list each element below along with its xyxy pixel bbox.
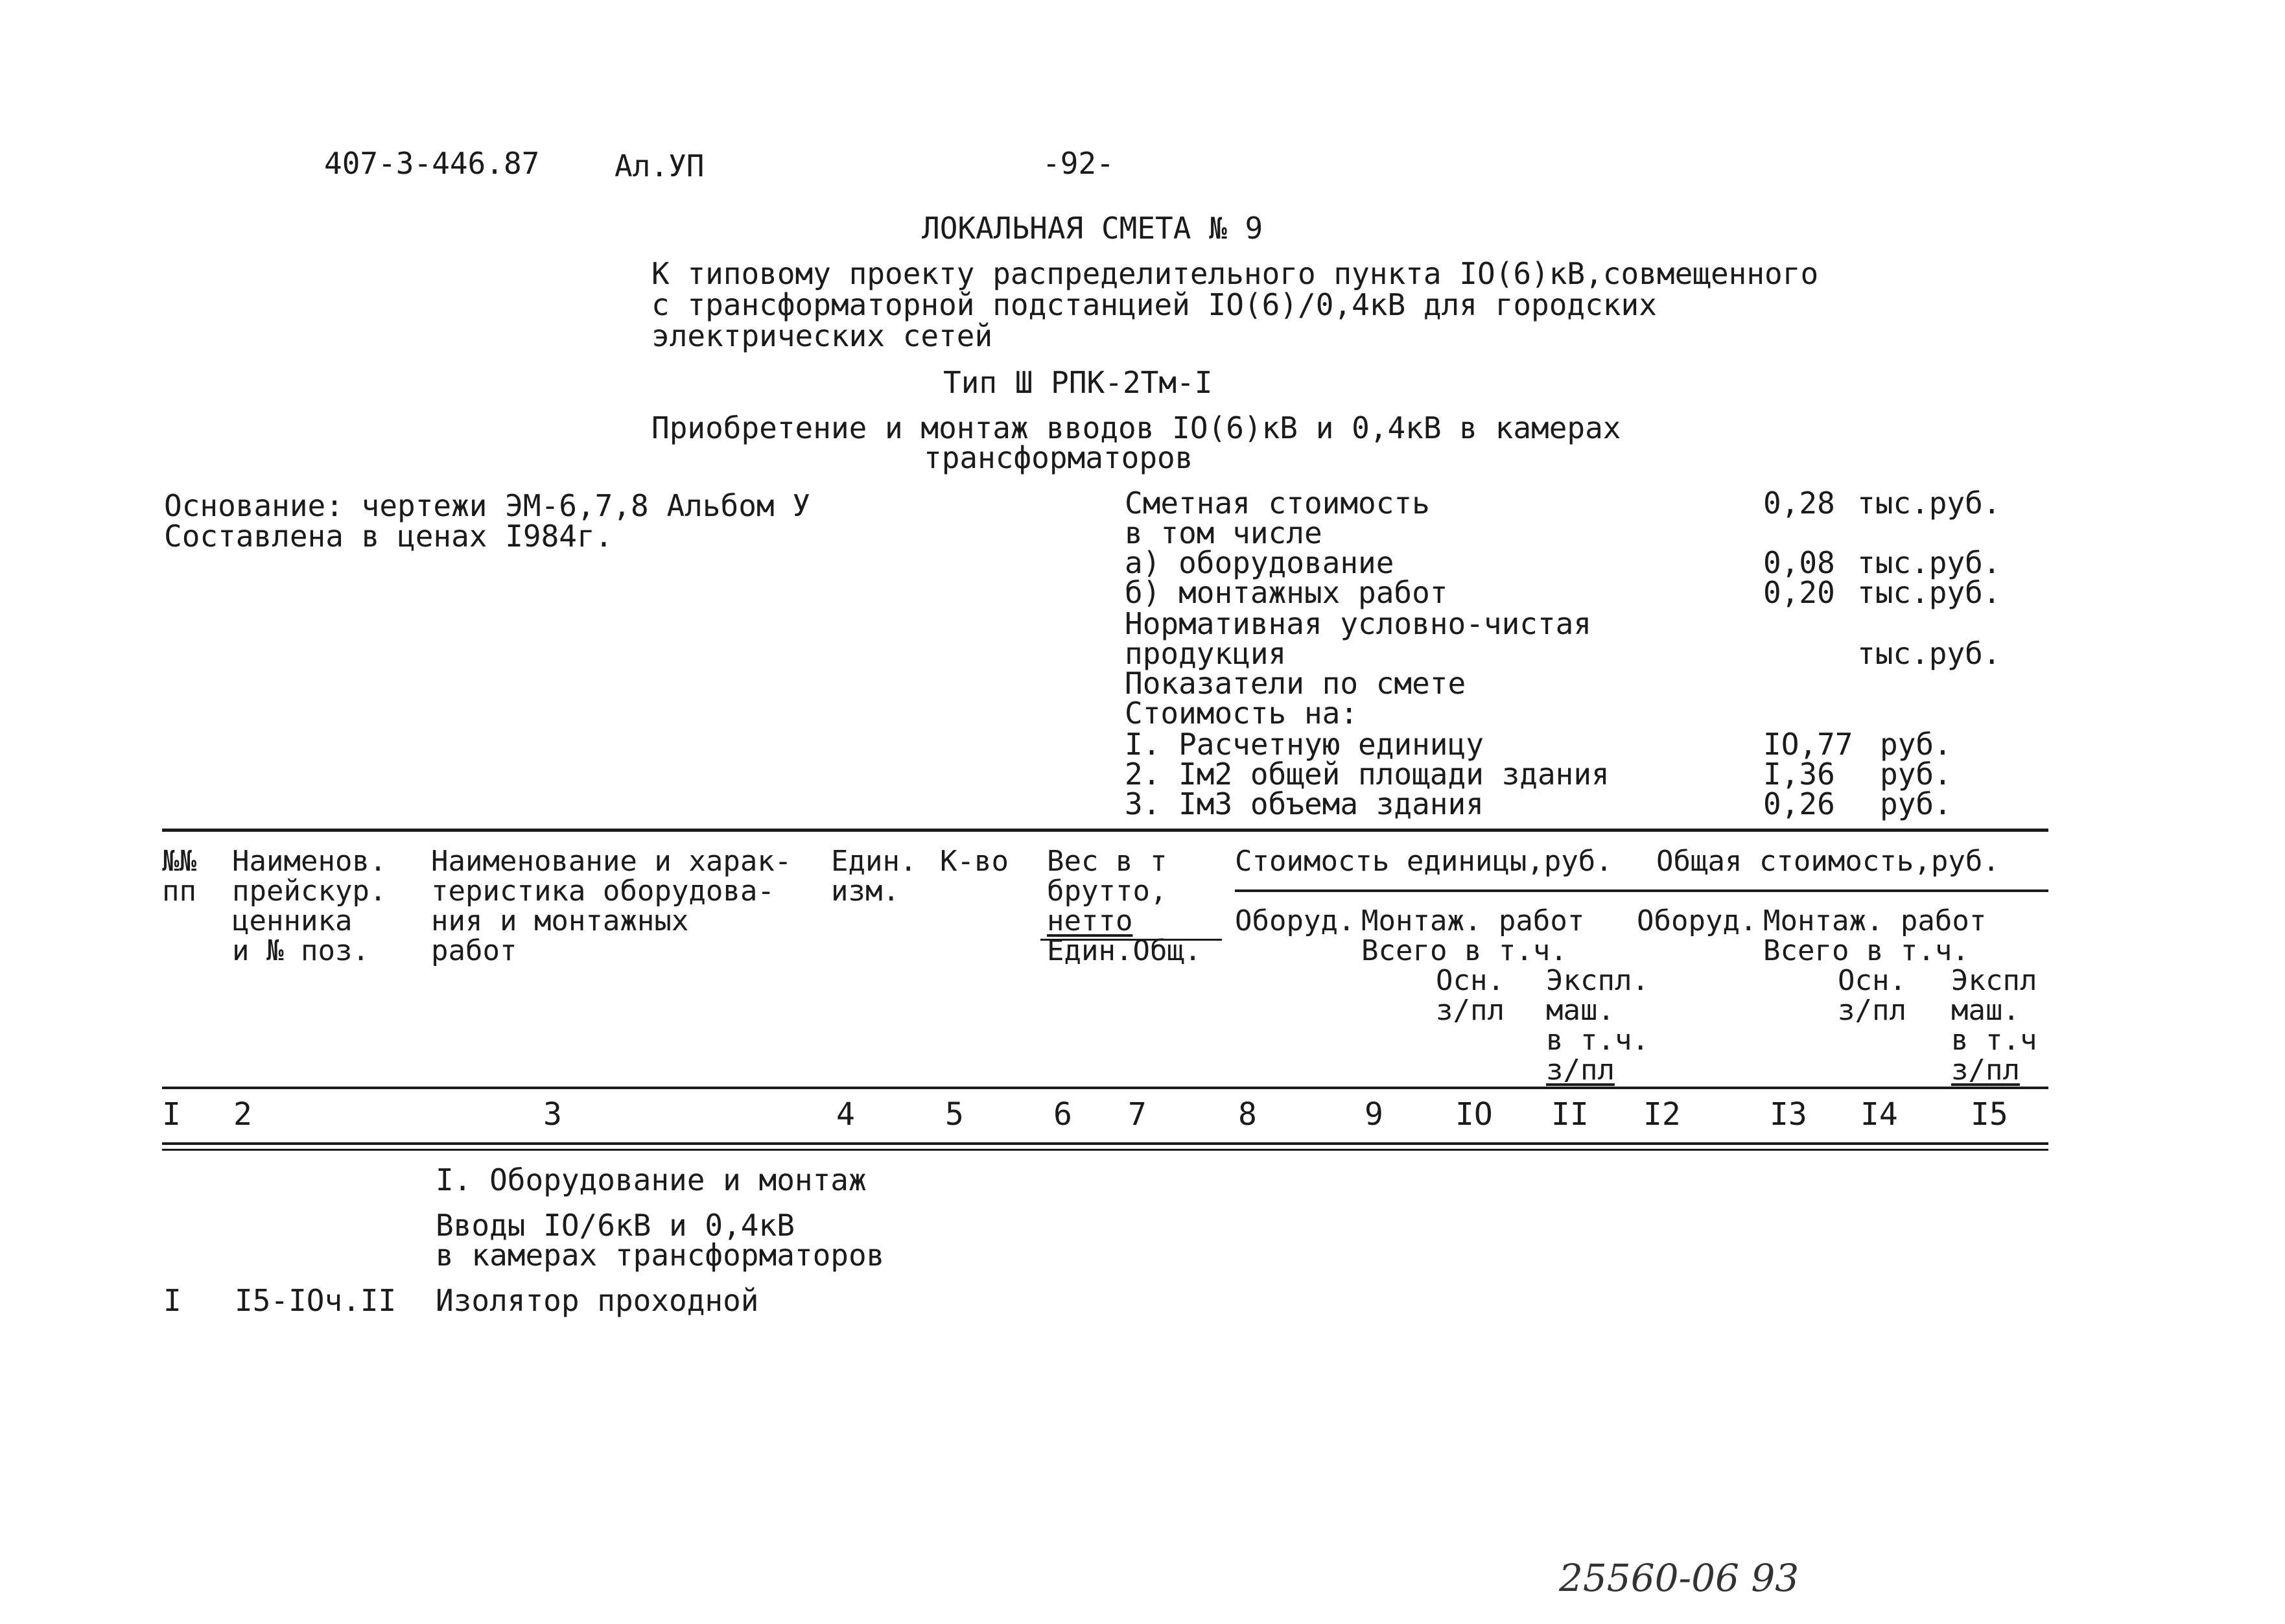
summary-label: 3. Iм3 объема здания (1125, 786, 1484, 821)
page-number: -92- (1042, 146, 1114, 181)
column-numbers-bottom-rule (162, 1149, 2048, 1151)
summary-label: 2. Iм2 общей площади здания (1125, 757, 1610, 792)
summary-value: 0,28 (1763, 486, 1835, 521)
equip-header: Оборуд. (1235, 904, 1355, 937)
column-number: 9 (1365, 1096, 1383, 1133)
total-cost-header: Общая стоимость,руб. (1656, 845, 2000, 878)
ekspl-header: Экспл. (1546, 964, 1649, 997)
column-number: II (1551, 1096, 1589, 1133)
document-title: ЛОКАЛЬНАЯ СМЕТА № 9 (922, 211, 1263, 246)
col6-header: брутто, (1047, 875, 1167, 908)
ekspl2-header: з/пл (1951, 1053, 2020, 1087)
column-number: 5 (945, 1096, 964, 1133)
col5-header: К-во (940, 845, 1009, 878)
col6-header: нетто (1047, 904, 1133, 937)
summary-value: 0,26 (1763, 786, 1835, 821)
col1-header: №№ (162, 845, 196, 878)
col4-header: изм. (831, 875, 900, 908)
row-price-ref: I5-IOч.II (235, 1283, 397, 1318)
osn-header: з/пл (1436, 994, 1505, 1027)
column-number: I3 (1770, 1096, 1807, 1133)
ekspl-header: маш. (1546, 994, 1615, 1027)
section-heading: I. Оборудование и монтаж (436, 1162, 867, 1197)
column-number: 6 (1053, 1096, 1072, 1133)
album-number: Ал.УП (615, 148, 705, 183)
col2-header: ценника (232, 904, 353, 937)
summary-label: а) оборудование (1125, 545, 1394, 580)
basis-line: Основание: чертежи ЭМ-6,7,8 Альбом У (164, 488, 810, 523)
summary-unit: руб. (1880, 786, 1952, 821)
col2-header: прейскур. (232, 875, 387, 908)
column-numbers-top-rule (162, 1142, 2048, 1145)
col2-header: Наименов. (232, 845, 387, 878)
summary-unit: тыс.руб. (1857, 545, 2001, 580)
osn2-header: Осн. (1838, 964, 1906, 997)
summary-value: I,36 (1763, 757, 1835, 792)
group-heading: Вводы IO/6кВ и 0,4кВ (436, 1208, 795, 1243)
cost-header-rule (1235, 889, 2048, 892)
work-title-line: трансформаторов (924, 440, 1193, 475)
col3-header: теристика оборудова- (431, 875, 775, 908)
mount-header: Монтаж. работ (1361, 904, 1585, 937)
row-name: Изолятор проходной (436, 1283, 759, 1318)
ekspl2-header: маш. (1951, 994, 2020, 1027)
column-number: IO (1455, 1096, 1493, 1133)
col1-header: пп (162, 875, 196, 908)
column-number: 2 (233, 1096, 252, 1133)
basis-line: Составлена в ценах I984г. (164, 519, 613, 554)
column-number: I5 (1971, 1096, 2008, 1133)
summary-value: 0,08 (1763, 545, 1835, 580)
total-in2-header: Всего в т.ч. (1763, 934, 1969, 967)
table-top-rule (162, 829, 2048, 832)
ekspl2-header: Экспл (1951, 964, 2037, 997)
summary-label: Сметная стоимость (1125, 486, 1430, 521)
summary-label: Стоимость на: (1125, 696, 1359, 731)
ekspl-header: з/пл (1546, 1053, 1615, 1087)
summary-label: Нормативная условно-чистая (1125, 606, 1592, 641)
summary-unit: тыс.руб. (1857, 636, 2001, 671)
col3-header: Наименование и харак- (431, 845, 792, 878)
col6-header: Вес в т (1047, 845, 1167, 878)
mount2-header: Монтаж. работ (1763, 904, 1987, 937)
col2-header: и № поз. (232, 934, 369, 967)
type-line: Тип Ш РПК-2Тм-I (943, 365, 1213, 400)
column-number: I4 (1860, 1096, 1898, 1133)
handwritten-archive-number: 25560-06 93 (1559, 1556, 1799, 1600)
summary-unit: руб. (1880, 727, 1952, 762)
work-title-line: Приобретение и монтаж вводов IO(6)кВ и 0,4кВ в камерах (651, 410, 1621, 445)
col6-header: Един.Общ. (1047, 934, 1202, 967)
osn2-header: з/пл (1838, 994, 1906, 1027)
column-number: 7 (1128, 1096, 1147, 1133)
summary-label: продукция (1125, 636, 1287, 671)
subtitle-line: К типовому проекту распределительного пункта IO(6)кВ,совмещенного (651, 256, 1819, 291)
ekspl-header: в т.ч. (1546, 1024, 1649, 1057)
summary-label: I. Расчетную единицу (1125, 727, 1484, 762)
col4-header: Един. (831, 845, 917, 878)
summary-value: IO,77 (1763, 727, 1853, 762)
osn-header: Осн. (1436, 964, 1505, 997)
subtitle-line: с трансформаторной подстанцией IO(6)/0,4кВ для городских (651, 287, 1657, 322)
summary-label: б) монтажных работ (1125, 575, 1448, 610)
summary-label: Показатели по смете (1125, 666, 1466, 701)
column-number: 3 (543, 1096, 562, 1133)
header-bottom-rule (162, 1087, 2048, 1089)
ekspl2-header: в т.ч (1951, 1024, 2037, 1057)
total-in-header: Всего в т.ч. (1361, 934, 1567, 967)
summary-value: 0,20 (1763, 575, 1835, 610)
column-number: I (162, 1096, 181, 1133)
column-number: 4 (836, 1096, 855, 1133)
equip2-header: Оборуд. (1637, 904, 1757, 937)
summary-unit: тыс.руб. (1857, 486, 2001, 521)
group-heading: в камерах трансформаторов (436, 1238, 885, 1273)
col3-header: ния и монтажных (431, 904, 689, 937)
summary-label: в том числе (1125, 515, 1322, 550)
column-number: 8 (1238, 1096, 1257, 1133)
col3-header: работ (431, 934, 517, 967)
subtitle-line: электрических сетей (651, 318, 993, 353)
column-number: I2 (1643, 1096, 1681, 1133)
doc-code: 407-3-446.87 (324, 146, 540, 181)
row-number: I (163, 1283, 182, 1318)
unit-cost-header: Стоимость единицы,руб. (1235, 845, 1613, 878)
summary-unit: руб. (1880, 757, 1952, 792)
summary-unit: тыс.руб. (1857, 575, 2001, 610)
